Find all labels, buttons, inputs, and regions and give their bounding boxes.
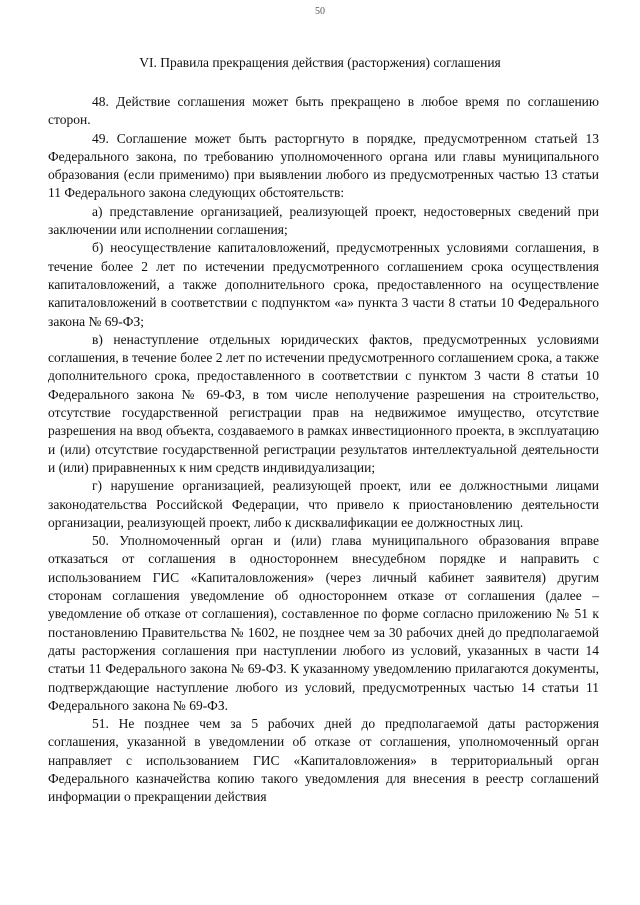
paragraph-49-a: а) представление организацией, реализующей проект, недостоверных сведений при заключении или исполнении соглашения; [48,203,599,238]
paragraph-51: 51. Не позднее чем за 5 рабочих дней до предполагаемой даты расторжения соглашения, указанной в уведомлении об отказе от соглашения, уполномоченный орган направляет с использованием ГИС «Капиталовложения» в территориальный орган Федерального казначейства копию такого уведомления для внесения в реестр соглашений информации о прекращении действия [48,716,599,805]
paragraph-49-b: б) неосуществление капиталовложений, предусмотренных условиями соглашения, в течение более 2 лет по истечении предусмотренного соглашением срока осуществления капиталовложений, а также дополнительного срока, предоставленного на осуществление капиталовложений в соответствии с подпунктом «а» пункта 3 части 8 статьи 10 Федерального закона № 69-ФЗ; [48,240,599,329]
paragraph-50: 50. Уполномоченный орган и (или) глава муниципального образования вправе отказаться от соглашения в одностороннем внесудебном порядке и направить с использованием ГИС «Капиталовложения» (через личный кабинет заявителя) другим сторонам соглашения уведомление об одностороннем отказе от соглашения (далее – уведомление об отказе от соглашения), составленное по форме согласно приложению № 51 к постановлению Правительства № 1602, не позднее чем за 30 рабочих дней до предполагаемой даты расторжения соглашения при наступлении любого из условий, указанных в части 14 статьи 11 Федерального закона № 69-ФЗ. К указанному уведомлению прилагаются документы, подтверждающие наступление любого из условий, предусмотренных частью 14 статьи 11 Федерального закона № 69-ФЗ. [48,533,599,713]
paragraph-49-g: г) нарушение организацией, реализующей проект, или ее должностными лицами законодательства Российской Федерации, что привело к приостановлению деятельности организации, реализующей проект, либо к дисквалификации ее должностных лиц. [48,478,599,530]
section-title: VI. Правила прекращения действия (расторжения) соглашения [139,55,501,70]
page-number: 50 [315,6,325,17]
paragraph-48: 48. Действие соглашения может быть прекращено в любое время по соглашению сторон. [48,94,599,128]
document-body [48,93,599,807]
paragraph-49-v: в) ненаступление отдельных юридических фактов, предусмотренных условиями соглашения, в течение более 2 лет по истечении предусмотренного соглашением срока, а также дополнительного срока, предоставленного в соответствии с пунктом 3 части 8 статьи 10 Федерального закона № 69-ФЗ, в том числе неполучение разрешения на строительство, отсутствие государственной регистрации прав на недвижимое имущество, отсутствие разрешения на ввод объекта, создаваемого в рамках инвестиционного проекта, в эксплуатацию и (или) отсутствие государственной регистрации результатов интеллектуальной деятельности и (или) приравненных к ним средств индивидуализации; [48,331,599,475]
paragraph-49: 49. Соглашение может быть расторгнуто в порядке, предусмотренном статьей 13 Федерального закона, по требованию уполномоченного органа или главы муниципального образования (если применимо) при выявлении любого из предусмотренных частью 13 статьи 11 Федерального закона следующих обстоятельств: [48,130,599,201]
